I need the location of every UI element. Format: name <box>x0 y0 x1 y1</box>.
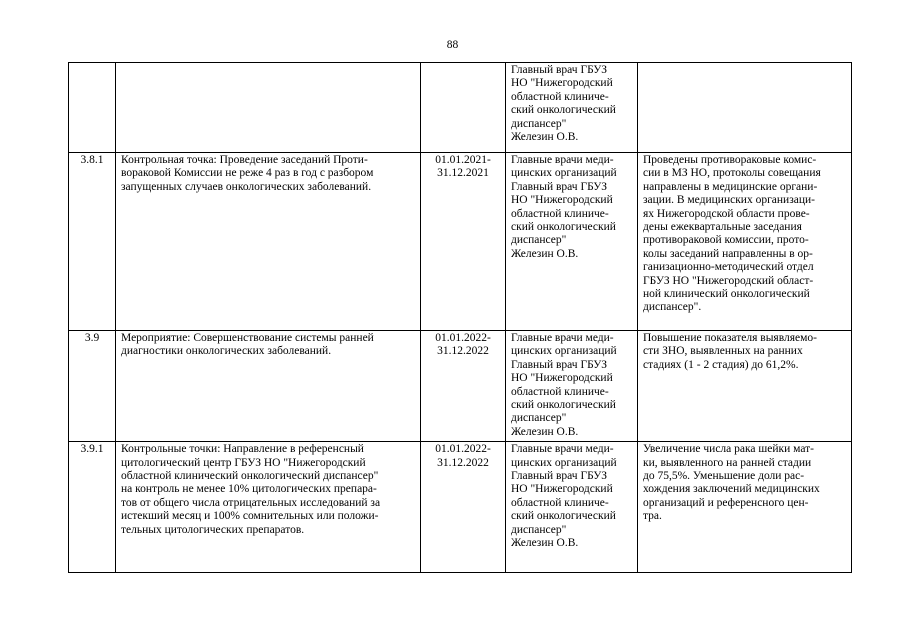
text-line: организаций и референсного цен- <box>643 496 809 509</box>
result-cell <box>638 331 852 442</box>
text-line: ский онкологический <box>511 510 616 523</box>
table-row <box>69 63 852 153</box>
text-line: диспансер" <box>511 234 567 247</box>
text-line: НО "Нижегородский <box>511 77 613 90</box>
text-line: Главный врач ГБУЗ <box>511 358 608 371</box>
text-line: ский онкологический <box>511 104 616 117</box>
executor-cell <box>506 63 638 153</box>
table-row <box>69 153 852 331</box>
text-line: Главные врачи меди- <box>511 443 614 456</box>
text-line: 01.01.2022- <box>435 332 491 344</box>
text-line: Железин О.В. <box>511 131 579 144</box>
text-line: дены ежеквартальные заседания <box>643 221 802 234</box>
executor-cell <box>506 153 638 331</box>
text-line: зации. В медицинских организаци- <box>643 194 815 207</box>
text-line: цинских организаций <box>511 456 617 469</box>
text-line: областной клиниче- <box>511 90 609 103</box>
dates-cell <box>421 442 506 573</box>
text-line: диспансер" <box>511 117 567 130</box>
table-body <box>69 63 852 573</box>
text-line: Контрольные точки: Направление в референсный <box>121 443 364 456</box>
item-number-cell <box>69 442 116 573</box>
text-line: ский онкологический <box>511 221 616 234</box>
text-line: Главный врач ГБУЗ <box>511 64 608 76</box>
text-line: Железин О.В. <box>511 247 579 260</box>
description-cell <box>116 153 421 331</box>
text-line: противораковой комиссии, прото- <box>643 234 809 247</box>
item-number: 3.9.1 <box>80 443 104 456</box>
text-line: тра. <box>643 510 662 523</box>
text-line: областной клиниче- <box>511 496 609 509</box>
text-line: Повышение показателя выявляемо- <box>643 332 817 344</box>
description-cell <box>116 442 421 573</box>
item-number: 3.8.1 <box>80 154 104 166</box>
text-line: Главный врач ГБУЗ <box>511 470 608 483</box>
text-line: цинских организаций <box>511 345 617 358</box>
result-cell <box>638 63 852 153</box>
text-line: Железин О.В. <box>511 537 579 550</box>
description-cell <box>116 63 421 153</box>
executor-cell <box>506 442 638 573</box>
page-number: 88 <box>446 39 459 51</box>
text-line: ки, выявленного на ранней стадии <box>643 456 812 469</box>
text-line: Главные врачи меди- <box>511 154 614 166</box>
table-row <box>69 331 852 442</box>
text-line: Главные врачи меди- <box>511 332 614 344</box>
text-line: на контроль не менее 10% цитологических препара- <box>121 483 377 496</box>
text-line: 31.12.2021 <box>437 167 489 180</box>
description-cell <box>116 331 421 442</box>
text-line: 31.12.2022 <box>437 345 489 358</box>
text-line: НО "Нижегородский <box>511 483 613 496</box>
text-line: тов от общего числа отрицательных исследований за <box>121 496 381 509</box>
text-line: диагностики онкологических заболеваний. <box>121 345 332 358</box>
text-line: Главный врач ГБУЗ <box>511 180 608 193</box>
result-cell <box>638 442 852 573</box>
text-line: цинских организаций <box>511 167 617 180</box>
text-line: сти ЗНО, выявленных на ранних <box>643 345 803 358</box>
text-line: Мероприятие: Совершенствование системы ранней <box>121 332 374 344</box>
executor-cell <box>506 331 638 442</box>
text-line: 01.01.2022- <box>435 443 491 456</box>
item-number-cell <box>69 331 116 442</box>
text-line: сии в МЗ НО, протоколы совещания <box>643 167 821 180</box>
item-number-cell <box>69 63 116 153</box>
text-line: Контрольная точка: Проведение заседаний Проти- <box>121 154 368 166</box>
text-line: Увеличение числа рака шейки мат- <box>643 443 814 456</box>
table-row <box>69 442 852 573</box>
text-line: цитологический центр ГБУЗ НО "Нижегородский <box>121 456 366 469</box>
text-line: диспансер" <box>511 523 567 536</box>
text-line: колы заседаний направленны в ор- <box>643 247 813 260</box>
plan-table <box>68 62 852 573</box>
result-cell <box>638 153 852 331</box>
text-line: ский онкологический <box>511 399 616 412</box>
text-line: Проведены противораковые комис- <box>643 154 817 166</box>
text-line: ях Нижегородской области прове- <box>643 207 810 220</box>
text-line: диспансер" <box>511 412 567 425</box>
text-line: до 75,5%. Уменьшение доли рас- <box>643 470 805 483</box>
text-line: областной клиниче- <box>511 385 609 398</box>
text-line: 31.12.2022 <box>437 456 489 469</box>
text-line: тельных цитологических препаратов. <box>121 523 305 536</box>
text-line: хождения заключений медицинских <box>643 483 820 496</box>
text-line: Железин О.В. <box>511 425 579 438</box>
text-line: областной клиниче- <box>511 207 609 220</box>
text-line: областной клинический онкологический диспансер" <box>121 470 379 483</box>
item-number-cell <box>69 153 116 331</box>
text-line: 01.01.2021- <box>435 154 491 166</box>
text-line: истекший месяц и 100% сомнительных или положи- <box>121 510 379 523</box>
text-line: вораковой Комиссии не реже 4 раз в год с разбором <box>121 167 374 180</box>
dates-cell <box>421 63 506 153</box>
dates-cell <box>421 331 506 442</box>
text-line: диспансер". <box>643 301 702 314</box>
text-line: НО "Нижегородский <box>511 372 613 385</box>
text-line: ГБУЗ НО "Нижегородский област- <box>643 274 814 287</box>
text-line: запущенных случаев онкологических заболеваний. <box>121 180 372 193</box>
text-line: стадиях (1 - 2 стадия) до 61,2%. <box>643 358 799 371</box>
item-number: 3.9 <box>84 332 100 344</box>
text-line: ной клинический онкологический <box>643 288 810 301</box>
text-line: направлены в медицинские органи- <box>643 180 818 193</box>
text-line: НО "Нижегородский <box>511 194 613 207</box>
text-line: ганизационно-методический отдел <box>643 261 814 274</box>
dates-cell <box>421 153 506 331</box>
